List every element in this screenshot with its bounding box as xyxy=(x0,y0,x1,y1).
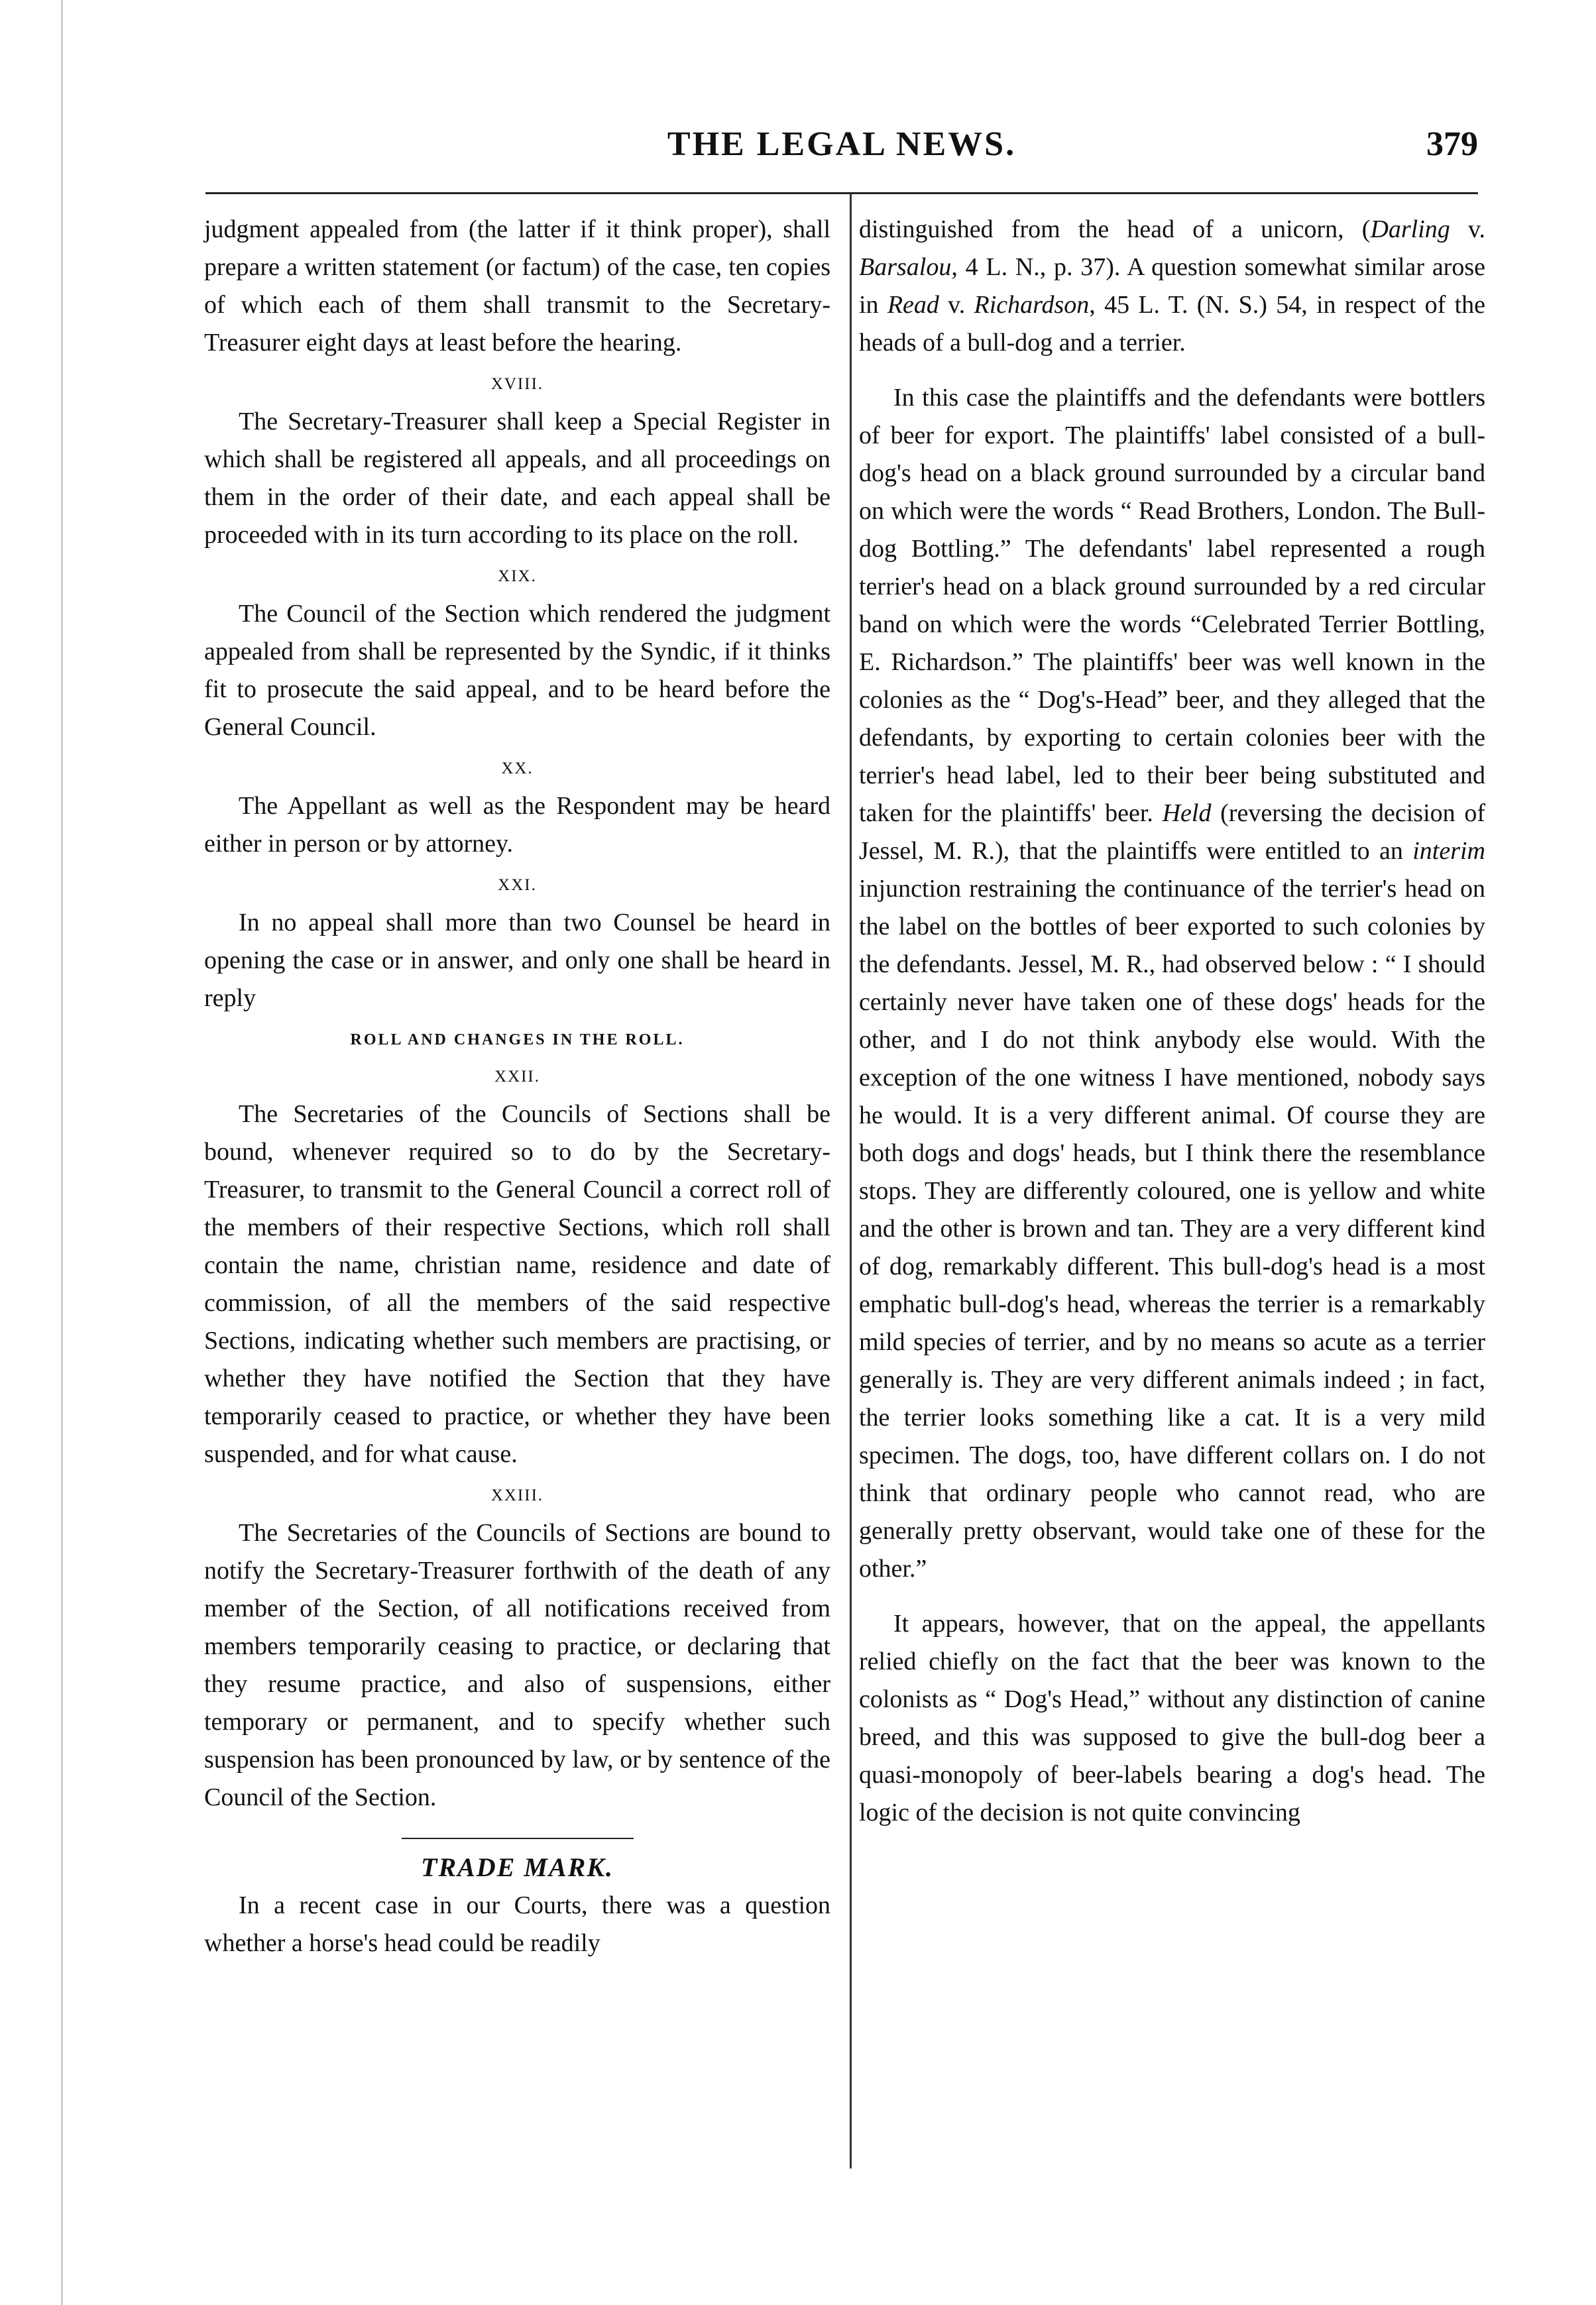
header-rule xyxy=(205,192,1478,194)
text-run: , 4 L. N., p. 37). A question somewhat similar arose in xyxy=(859,253,1485,319)
interim-word: interim xyxy=(1412,837,1485,865)
appeal-paragraph: It appears, however, that on the appeal, the appellants relied chiefly on the fact that the beer was known to the colonists as “ Dog's Head,” without any distinction of canine breed, and this was supposed to give the bull-dog beer a quasi-monopoly of beer-labels bearing a dog's head. The logic of the decision is not quite convincing xyxy=(859,1610,1485,1827)
trade-mark-intro-paragraph: In a recent case in our Courts, there was a question whether a horse's head could be readily xyxy=(204,1891,830,1957)
section-number-xxi: XXI. xyxy=(498,876,537,894)
case-facts-paragraph xyxy=(859,379,1485,1588)
held-word: Held xyxy=(1162,799,1212,827)
section-number-xviii: XVIII. xyxy=(490,375,544,393)
article-title-trade-mark: TRADE MARK. xyxy=(421,1852,614,1882)
article-separator-rule xyxy=(402,1838,634,1839)
text-run: v. xyxy=(939,291,974,319)
section-number-xxiii: XXIII. xyxy=(490,1487,544,1504)
running-title: THE LEGAL NEWS. xyxy=(667,125,1017,163)
text-run: In this case the plaintiffs and the defendants were bottlers of beer for export. The plaintiffs' label consisted of a bull-dog's head on a black ground surrounded by a circular band on which were the words “ Read Brothers, London. The Bull-dog Bottling.” The defendants' label represented a rough terrier's head on a black ground surrounded by a red circular band on which were the words “Celebrated Terrier Bottling, E. Richardson.” The plaintiffs' beer was well known in the colonies as the “ Dog's-Head” beer, and they alleged that the defendants, by exporting to certain colonies beer with the terrier's head label, led to their beer being substituted and taken for the plaintiffs' beer. xyxy=(859,384,1485,827)
text-run: v. xyxy=(1450,215,1485,243)
text-run: (reversing the decision of Jessel, M. R.), that the plaintiffs were entitled to an xyxy=(859,799,1485,865)
case-name: Darling xyxy=(1370,215,1450,243)
section-text-xix: The Council of the Section which rendered the judgment appealed from shall be represented by the Syndic, if it thinks fit to prosecute the said appeal, and to be heard before the General Council. xyxy=(204,600,830,741)
section-text-xx: The Appellant as well as the Respondent may be heard either in person or by attorney. xyxy=(204,792,830,858)
right-column xyxy=(859,211,1485,1836)
case-name: Barsalou xyxy=(859,253,952,281)
text-run: , 45 L. T. (N. S.) 54, in respect of the heads of a bull-dog and a terrier. xyxy=(859,291,1485,357)
text-run: injunction restraining the continuance of the terrier's head on the label on the bottles of beer exported to such colonies by the defendants. Jessel, M. R., had observed below : “ I should certainly never have taken one of these dogs' heads for the other, and I do not think anybody else would. With the exception of the one witness I have mentioned, nobody says he would. It is a very different animal. Of course they are both dogs and dogs' heads, but I think there the resemblance stops. They are differently coloured, one is yellow and white and the other is brown and tan. They are a very different kind of dog, remarkably different. This bull-dog's head is a most emphatic bull-dog's head, whereas the terrier is a remarkably mild species of terrier, and by no means so acute as a terrier generally is. They are very different animals indeed ; in fact, the terrier looks something like a cat. It is a very mild specimen. The dogs, too, have different collars on. I do not think that ordinary people who cannot read, who are generally pretty observant, would take one of these for the other.” xyxy=(859,875,1485,1583)
roll-heading: ROLL AND CHANGES IN THE ROLL. xyxy=(350,1031,685,1048)
binding-edge-line xyxy=(61,0,63,2305)
case-name: Richardson xyxy=(974,291,1090,319)
left-column xyxy=(204,211,830,1966)
page-header xyxy=(205,125,1478,184)
section-number-xix: XIX. xyxy=(498,567,537,585)
section-text-xviii: The Secretary-Treasurer shall keep a Special Register in which shall be registered all appeals, and all proceedings on them in the order of their date, and each appeal shall be proceeded with in its turn according to its place on the roll. xyxy=(204,408,830,549)
column-divider xyxy=(850,194,852,2168)
case-name: Read xyxy=(887,291,939,319)
section-text-xxiii: The Secretaries of the Councils of Sections are bound to notify the Secretary-Treasurer forthwith of the death of any member of the Section, of all notifications received from members temporarily ceasing to practice, or declaring that they resume practice, and also of suspensions, either temporary or permanent, and to specify whether such suspension has been pronounced by law, or by sentence of the Council of the Section. xyxy=(204,1519,830,1811)
section-text-xxi: In no appeal shall more than two Counsel be heard in opening the case or in answer, and only one shall be heard in reply xyxy=(204,909,830,1012)
page-number: 379 xyxy=(1426,125,1478,163)
section-number-xxii: XXII. xyxy=(494,1068,540,1086)
continued-paragraph: judgment appealed from (the latter if it think proper), shall prepare a written statement (or factum) of the case, ten copies of which each of them shall transmit to the Secretary-Treasurer eight days at least before the hearing. xyxy=(204,215,830,357)
case-citation-paragraph xyxy=(859,211,1485,362)
section-number-xx: XX. xyxy=(501,759,534,777)
text-run: distinguished from the head of a unicorn, ( xyxy=(859,215,1371,243)
section-text-xxii: The Secretaries of the Councils of Sections shall be bound, whenever required so to do by the Secretary-Treasurer, to transmit to the General Council a correct roll of the members of their respective Sections, which roll shall contain the name, christian name, residence and date of commission, of all the members of the said respective Sections, indicating whether such members are practising, or whether they have notified the Section that they have temporarily ceased to practice, or whether they have been suspended, and for what cause. xyxy=(204,1100,830,1468)
